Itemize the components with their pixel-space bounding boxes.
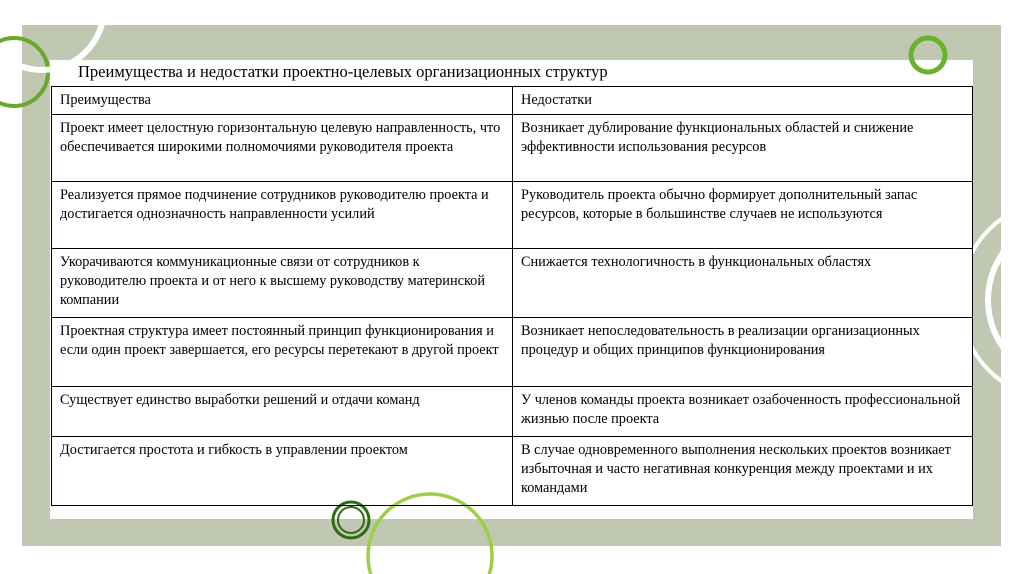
advantage-cell: Существует единство выработки решений и отдачи команд: [52, 387, 513, 437]
table-row: [52, 437, 973, 506]
advantage-cell: Проектная структура имеет постоянный принцип функционирования и если один проект завершается, его ресурсы перетекают в другой проект: [52, 318, 513, 387]
table-row: [52, 115, 973, 182]
comparison-table: [51, 86, 973, 506]
disadvantage-cell: В случае одновременного выполнения нескольких проектов возникает избыточная и часто негативная конкуренция между проектами и их командами: [513, 437, 973, 506]
header-advantages: Преимущества: [52, 87, 513, 115]
table-row: [52, 318, 973, 387]
table-row: [52, 249, 973, 318]
disadvantage-cell: Возникает дублирование функциональных областей и снижение эффективности использования ресурсов: [513, 115, 973, 182]
disadvantage-cell: Руководитель проекта обычно формирует дополнительный запас ресурсов, которые в большинстве случаев не используются: [513, 182, 973, 249]
disadvantage-cell: Снижается технологичность в функциональных областях: [513, 249, 973, 318]
table-row: [52, 387, 973, 437]
advantage-cell: Укорачиваются коммуникационные связи от сотрудников к руководителю проекта и от него к высшему руководству материнской компании: [52, 249, 513, 318]
table-header-row: [52, 87, 973, 115]
table-row: [52, 182, 973, 249]
header-disadvantages: Недостатки: [513, 87, 973, 115]
advantage-cell: Реализуется прямое подчинение сотрудников руководителю проекта и достигается однозначность направленности усилий: [52, 182, 513, 249]
slide-title: Преимущества и недостатки проектно-целевых организационных структур: [78, 62, 608, 81]
disadvantage-cell: У членов команды проекта возникает озабоченность профессиональной жизнью после проекта: [513, 387, 973, 437]
advantage-cell: Достигается простота и гибкость в управлении проектом: [52, 437, 513, 506]
advantage-cell: Проект имеет целостную горизонтальную целевую направленность, что обеспечивается широкими полномочиями руководителя проекта: [52, 115, 513, 182]
disadvantage-cell: Возникает непоследовательность в реализации организационных процедур и общих принципов функционирования: [513, 318, 973, 387]
